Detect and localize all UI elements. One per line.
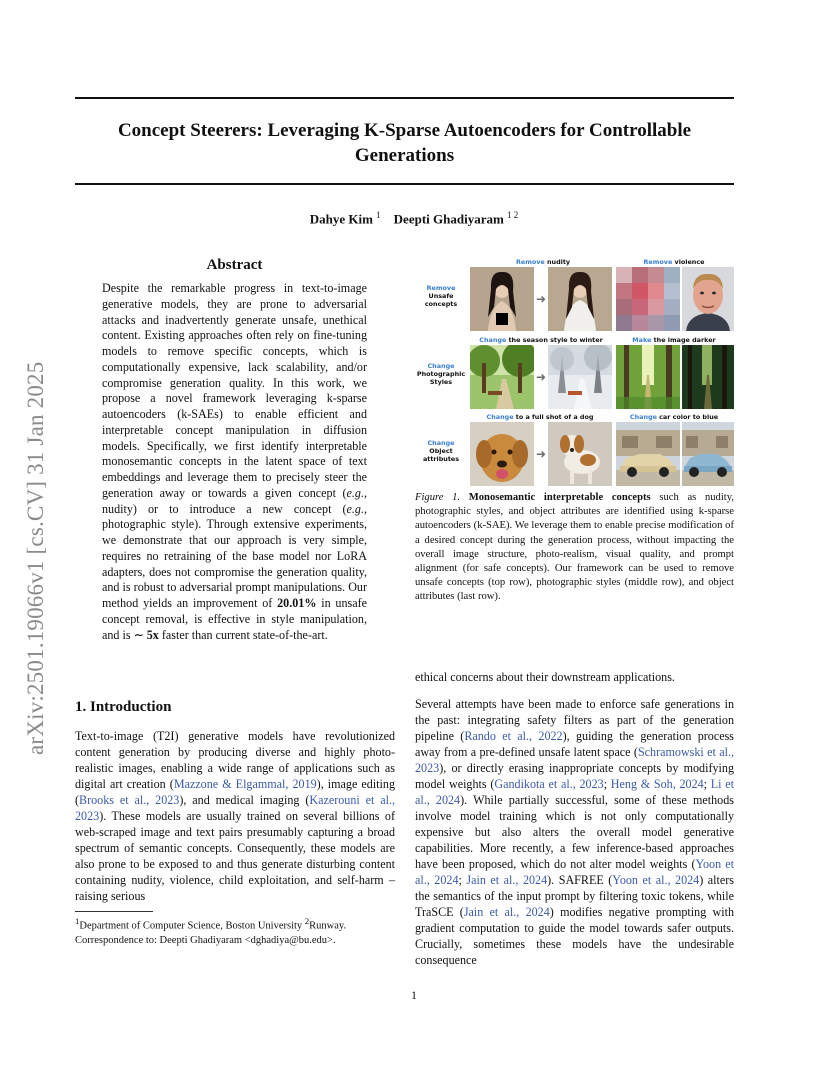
row-label-text: Unsafe concepts bbox=[424, 292, 458, 309]
title-bottom-rule bbox=[75, 183, 734, 185]
body-text: ). These models are usually trained on several billions of web-scraped image and text pairs presumably capturing a broad spectrum of semantic concepts. Consequently, these models are also prone to be exposed to and thus generate disturbing content containing nudity, violence, child exploitation, and self-harm – raising serious bbox=[75, 809, 395, 903]
citation-link[interactable]: Yoon et al., 2024 bbox=[415, 857, 734, 887]
woman-portrait-image bbox=[470, 267, 534, 331]
section-heading: 1. Introduction bbox=[75, 699, 172, 715]
figure-edit-caption bbox=[478, 258, 608, 266]
arrow-right-icon: ➜ bbox=[535, 292, 547, 306]
abstract-text: in unsafe concept removal, is effective in style manipulation, and is bbox=[102, 596, 367, 642]
figure-row-label bbox=[412, 284, 470, 309]
body-text: ), image editing ( bbox=[75, 777, 395, 807]
page-number: 1 bbox=[411, 988, 417, 1002]
figure-edit-caption bbox=[466, 336, 616, 344]
figure-row-label bbox=[412, 439, 470, 464]
edit-text: violence bbox=[672, 258, 705, 266]
summer-park-image bbox=[470, 345, 534, 409]
body-text: ), guiding the generation process away from a pre-defined unsafe latent space ( bbox=[415, 729, 735, 759]
citation-link[interactable]: Jain et al., 2024 bbox=[466, 873, 548, 887]
body-text: ; bbox=[703, 777, 711, 791]
row-label-verb: Remove bbox=[426, 284, 456, 292]
author-name: Deepti Ghadiyaram bbox=[393, 211, 504, 227]
edit-verb: Change bbox=[479, 336, 507, 344]
citation-link[interactable]: Jain et al., 2024 bbox=[463, 905, 550, 919]
figure-edit-caption bbox=[470, 413, 610, 421]
row-label-text: Photographic Styles bbox=[416, 370, 466, 387]
full-dog-image bbox=[548, 422, 612, 486]
row-label-verb: Change bbox=[427, 362, 455, 370]
row-label-text: Object attributes bbox=[422, 447, 460, 464]
body-text: ; bbox=[458, 873, 467, 887]
author-affiliation: 1 bbox=[376, 210, 381, 220]
body-text: ), or directly erasing inappropriate concepts by modifying model weights ( bbox=[415, 761, 734, 791]
figure-edit-caption bbox=[616, 258, 732, 266]
abstract-text: , photographic style). Through extensive experiments, we demonstrate that our approach is very simple, requires no retraining of the base model nor LoRA adapters, does not compromise the generation quality, and is robust to adversarial prompt manipulations. Our method yields an improvement of bbox=[102, 501, 367, 610]
author-affiliation: 1 2 bbox=[507, 210, 519, 220]
edit-text: the season style to winter bbox=[506, 336, 603, 344]
abstract-text: e.g. bbox=[346, 485, 364, 500]
edit-verb: Remove bbox=[643, 258, 673, 266]
edit-text: nudity bbox=[544, 258, 571, 266]
edit-verb: Remove bbox=[515, 258, 545, 266]
figure-caption bbox=[415, 491, 734, 605]
speedup-value: ∼ 5x bbox=[133, 627, 159, 642]
arrow-right-icon: ➜ bbox=[535, 447, 547, 461]
abstract-body bbox=[102, 281, 367, 643]
body-text: ) alters the semantics of the input prompt by filtering toxic tokens, while TraSCE ( bbox=[415, 873, 734, 919]
citation-link[interactable]: Yoon et al., 2024 bbox=[612, 873, 700, 887]
edit-verb: Change bbox=[629, 413, 657, 421]
abstract-text: , nudity) or to introduce a new concept ( bbox=[102, 485, 367, 516]
citation-link[interactable]: Mazzone & Elgammal, 2019 bbox=[173, 777, 317, 791]
figure-row-label bbox=[412, 362, 470, 387]
edit-text: to a full shot of a dog bbox=[513, 413, 594, 421]
abstract-text: Despite the remarkable progress in text-to-image generative models, they are prone to adversarial attacks and inadvertently generate unsafe, unethical content. Existing approaches often rely on fine-tuning models to remove specific concepts, which is computationally expensive, lack scalability, and/or compromise generation quality. In this work, we propose a novel framework leveraging k-sparse autoencoders (k-SAEs) to enable efficient and interpretable concept manipulation in diffusion models. Specifically, we first identify interpretable monosemantic concepts in the latent space of text embeddings and leverage them to precisely steer the generation away or towards a given concept ( bbox=[102, 281, 367, 500]
author-name: Dahye Kim bbox=[309, 211, 373, 227]
figure-edit-caption bbox=[616, 336, 732, 344]
edit-text: the image darker bbox=[651, 336, 716, 344]
citation-link[interactable]: Brooks et al., 2023 bbox=[79, 793, 180, 807]
footnote-text: Department of Computer Science, Boston University bbox=[79, 920, 305, 932]
beige-car-image bbox=[616, 422, 680, 486]
intro-left-column bbox=[75, 728, 395, 904]
arrow-right-icon: ➜ bbox=[535, 370, 547, 384]
caption-bold: Monosemantic interpretable concepts bbox=[468, 492, 651, 503]
body-text: ), and medical imaging ( bbox=[179, 793, 310, 807]
bright-forest-image bbox=[616, 345, 680, 409]
citation-link[interactable]: Heng & Soh, 2024 bbox=[610, 777, 704, 791]
paper-title: Concept Steerers: Leveraging K-Sparse Autoencoders for Controllable Generations bbox=[117, 120, 692, 166]
improvement-value: 20.01% bbox=[277, 596, 317, 610]
citation-link[interactable]: Schramowski et al., 2023 bbox=[415, 745, 734, 775]
edit-text: car color to blue bbox=[656, 413, 719, 421]
body-text: Text-to-image (T2I) generative models have revolutionized content generation by producing diverse and highly photo-realistic images, enabling a wide range of applications such as digital art creation ( bbox=[75, 729, 395, 791]
abstract-text: faster than current state-of-the-art. bbox=[158, 627, 328, 642]
footnote bbox=[75, 914, 395, 948]
figure-edit-caption bbox=[616, 413, 732, 421]
footnote-sup: 1 bbox=[75, 916, 80, 926]
woman-dressed-image bbox=[548, 267, 612, 331]
abstract-text: e.g. bbox=[346, 501, 364, 516]
abstract-heading: Abstract bbox=[206, 257, 263, 273]
body-text: ). While partially successful, some of these methods involve model training which is not only computationally expensive but also alters the overall model generative capabilities. More recently, a few inference-based approaches have been proposed, which do not alter model weights ( bbox=[415, 793, 734, 871]
author-list bbox=[0, 210, 828, 227]
top-rule bbox=[75, 97, 734, 99]
caption-label: Figure 1. bbox=[415, 492, 461, 503]
intro-right-top: ethical concerns about their downstream applications. bbox=[415, 670, 675, 684]
blurred-violent-image bbox=[616, 267, 680, 331]
intro-right-column bbox=[415, 696, 734, 968]
body-text: ) modifies negative prompting with gradient computation to guide the model towards safer outputs. Crucially, sometimes these models have the undesirable consequence bbox=[415, 905, 735, 967]
footnote-text: Runway. Correspondence to: Deepti Ghadiyaram <dghadiya@bu.edu>. bbox=[75, 920, 347, 946]
footnote-sup: 2 bbox=[304, 916, 310, 926]
body-text: Several attempts have been made to enforce safe generations in the past: integrating safety filters as part of the generation pipeline ( bbox=[415, 697, 734, 743]
citation-link[interactable]: Rando et al., 2022 bbox=[464, 729, 563, 743]
body-text: ; bbox=[603, 777, 611, 791]
footnote-rule bbox=[75, 911, 153, 912]
row-label-verb: Change bbox=[427, 439, 455, 447]
edit-verb: Make bbox=[632, 336, 652, 344]
citation-link[interactable]: Gandikota et al., 2023 bbox=[494, 777, 604, 791]
caption-text: such as nudity, photographic styles, and object attributes are identified using k-sparse autoencoders (k-SAE). We leverage them to enable precise modification of a desired concept during the generation process, without impacting the overall image structure, photo-realism, visual quality, and prompt alignment (for safe concepts). Our framework can be used to remove unsafe concepts (top row), photographic styles (middle row), and object attributes (last row). bbox=[415, 492, 734, 603]
dark-forest-image bbox=[682, 345, 734, 409]
arxiv-identifier: arXiv:2501.19066v1 [cs.CV] 31 Jan 2025 bbox=[23, 361, 48, 755]
citation-link[interactable]: Li et al., 2024 bbox=[415, 777, 735, 807]
golden-retriever-image bbox=[470, 422, 534, 486]
blue-car-image bbox=[682, 422, 734, 486]
body-text: ). SAFREE ( bbox=[547, 873, 613, 887]
citation-link[interactable]: Kazerouni et al., 2023 bbox=[75, 793, 396, 823]
man-face-image bbox=[682, 267, 734, 331]
winter-park-image bbox=[548, 345, 612, 409]
edit-verb: Change bbox=[486, 413, 514, 421]
